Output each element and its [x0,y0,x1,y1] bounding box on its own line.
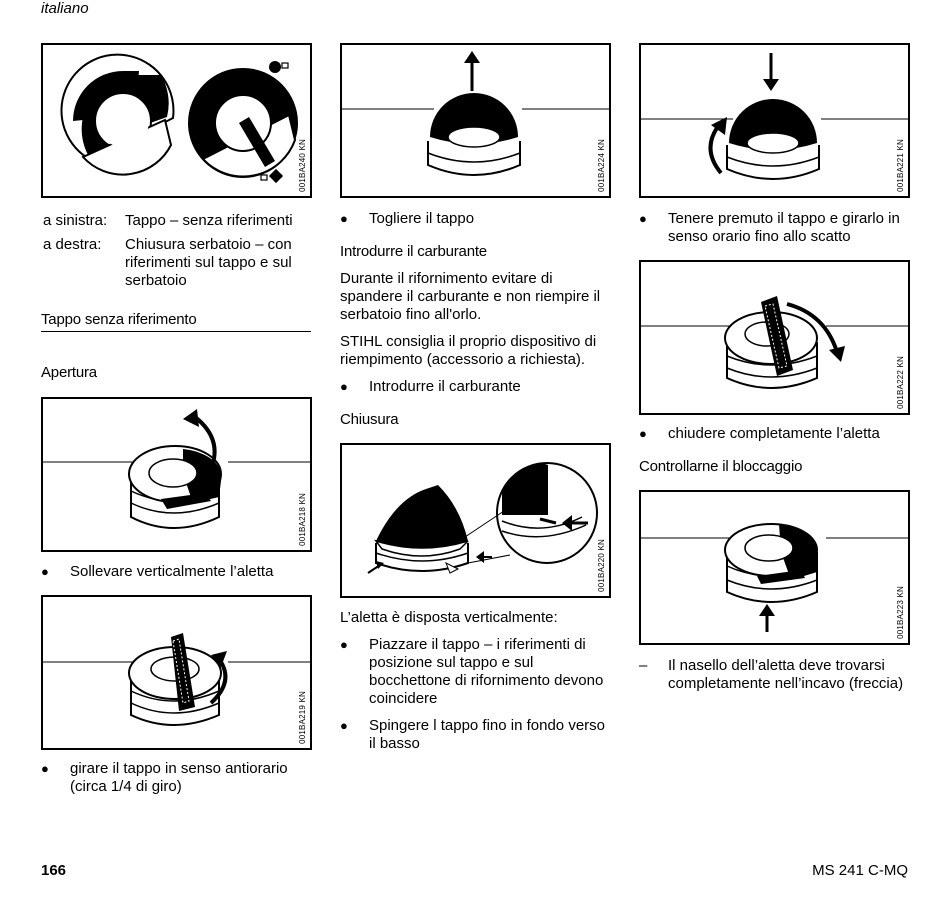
figure-code: 001BA224 KN [597,139,606,192]
figure-code: 001BA223 KN [896,586,905,639]
remove-cap-illustration [342,45,611,198]
bullet-icon: ● [41,564,49,579]
bullet-icon: ● [41,761,49,776]
step-turn-cap [41,760,311,796]
bullet-icon: ● [340,379,348,394]
bullet-icon: ● [340,211,348,226]
step-remove-cap [340,210,610,228]
legend-right-key: a destra: [43,236,102,253]
cap-types-illustration [43,45,312,198]
language-label: italiano [41,0,89,17]
step-text: Sollevare verticalmente l’aletta [70,563,274,580]
step-text: Tenere premuto il tappo e girarlo in senso orario fino allo scatto [668,210,900,245]
model-name: MS 241 C-MQ [812,862,908,879]
bullet-icon: ● [639,426,647,441]
step-text: chiudere completamente l’aletta [668,425,880,442]
subsection-apertura: Apertura [41,364,97,381]
figure-code: 001BA240 KN [298,139,307,192]
legend-right-value: Chiusura serbatoio – con riferimenti sul tappo e sul serbatoio [125,236,292,289]
figure-close-tab [639,260,910,415]
step-lift-tab [41,563,311,581]
tab-vertical-paragraph: L’aletta è disposta verticalmente: [340,609,558,626]
figure-check-lock [639,490,910,645]
heading-check-lock: Controllarne il bloccaggio [639,458,803,475]
figure-remove-cap [340,43,611,198]
bullet-icon: ● [340,718,348,733]
stihl-paragraph: STIHL consiglia il proprio dispositivo di riempimento (accessorio a richiesta). [340,333,597,368]
step-press-turn [639,210,911,246]
step-push-cap [340,717,612,753]
bullet-icon: ● [639,211,647,226]
dash-icon: – [639,657,648,674]
figure-turn-counterclockwise [41,595,312,750]
figure-place-cap [340,443,611,598]
figure-code: 001BA221 KN [896,139,905,192]
step-text: Togliere il tappo [369,210,475,227]
figure-code: 001BA222 KN [896,356,905,409]
legend-left-value: Tappo – senza riferimenti [125,212,293,229]
figure-cap-types [41,43,312,198]
cap-with-marks [188,61,298,183]
page-number: 166 [41,862,67,879]
place-cap-illustration [342,445,611,598]
refuel-paragraph: Durante il rifornimento evitare di spandere il carburante e non riempire il serbatoio fino all'orlo. [340,270,601,323]
figure-code: 001BA218 KN [298,493,307,546]
heading-closing: Chiusura [340,411,399,428]
check-note [639,657,911,693]
step-close-tab [639,425,911,443]
step-add-fuel [340,378,610,396]
lift-tab-illustration [43,399,312,552]
check-lock-illustration [641,492,910,645]
figure-press-and-turn [639,43,910,198]
note-text: Il nasello dell’aletta deve trovarsi completamente nell’incavo (freccia) [668,657,904,692]
figure-lift-tab [41,397,312,552]
step-text: Spingere l tappo fino in fondo verso il basso [369,717,605,752]
figure-code: 001BA219 KN [298,691,307,744]
cap-without-marks [61,55,173,175]
figure-code: 001BA220 KN [597,539,606,592]
step-text: Introdurre il carburante [369,378,521,395]
bullet-icon: ● [340,637,348,652]
step-text: girare il tappo in senso antiorario (circa 1/4 di giro) [70,760,288,795]
step-place-cap [340,636,612,708]
press-turn-illustration [641,45,910,198]
section-title: Tappo senza riferimento [41,311,311,332]
turn-ccw-illustration [43,597,312,750]
step-text: Piazzare il tappo – i riferimenti di posizione sul tappo e sul bocchettone di rifornimento devono coincidere [369,636,604,707]
legend-left-key: a sinistra: [43,212,108,229]
close-tab-illustration [641,262,910,415]
heading-refuel: Introdurre il carburante [340,243,487,260]
